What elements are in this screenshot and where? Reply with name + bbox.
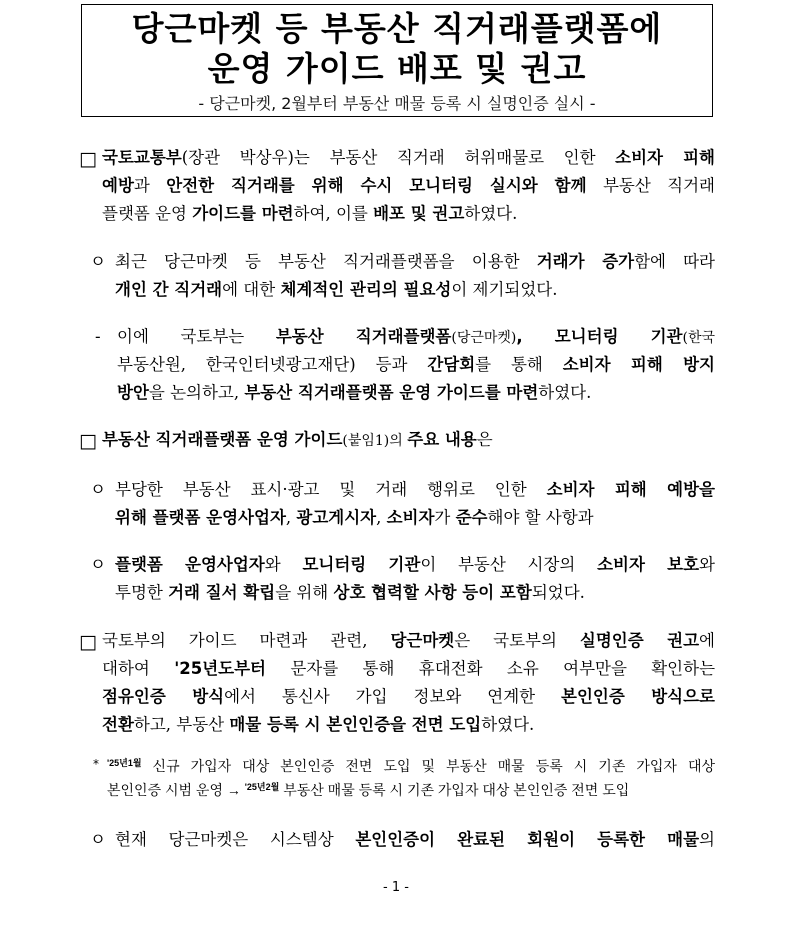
p3-line-2: 대하여 '25년도부터 문자를 통해 휴대전화 소유 여부만을 확인하는 — [102, 659, 716, 678]
p1-line-1: 국토교통부(장관 박상우)는 부동산 직거래 허위매물로 인한 소비자 피해 — [102, 148, 715, 167]
circle-bullet-icon: ㅇ — [90, 555, 106, 574]
p1b-line-1: 이에 국토부는 부동산 직거래플랫폼(당근마켓), 모니터링 기관(한국 — [117, 327, 715, 346]
note-line-1: $^{'25년1월}$ 신규 가입자 대상 본인인증 전면 도입 및 부동산 매물 등록 시 기존 가입자 대상 — [107, 758, 715, 774]
p3-line-1: 국토부의 가이드 마련과 관련, 당근마켓은 국토부의 실명인증 권고에 — [102, 631, 715, 650]
title-line-1: 당근마켓 등 부동산 직거래플랫폼에 — [131, 9, 663, 48]
page-number: - 1 - — [383, 880, 409, 895]
p3-line-3: 점유인증 방식에서 통신사 가입 정보와 연계한 본인인증 방식으로 — [102, 687, 715, 706]
p1b-line-3: 방안을 논의하고, 부동산 직거래플랫폼 운영 가이드를 마련하였다. — [117, 383, 592, 402]
title-box — [81, 4, 713, 117]
p2b-line-2: 투명한 거래 질서 확립을 위해 상호 협력할 사항 등이 포함되었다. — [115, 583, 585, 602]
title-line-2: 운영 가이드 배포 및 권고 — [207, 49, 587, 88]
subtitle: - 당근마켓, 2월부터 부동산 매물 등록 시 실명인증 실시 - — [198, 94, 596, 113]
box-bullet-icon: □ — [79, 631, 97, 653]
p2b-line-1: 플랫폼 운영사업자와 모니터링 기관이 부동산 시장의 소비자 보호와 — [115, 555, 715, 574]
p1-line-2: 예방과 안전한 직거래를 위해 수시 모니터링 실시와 함께 부동산 직거래 — [102, 176, 715, 195]
circle-bullet-icon: ㅇ — [90, 480, 106, 499]
box-bullet-icon: □ — [79, 148, 97, 170]
note-line-2: 본인인증 시범 운영 → $^{'25년2월}$ 부동산 매물 등록 시 기존 가입자 대상 본인인증 전면 도입 — [107, 782, 630, 798]
p1a-line-1: 최근 당근마켓 등 부동산 직거래플랫폼을 이용한 거래가 증가함에 따라 — [115, 252, 715, 271]
p2a-line-2: 위해 플랫폼 운영사업자, 광고게시자, 소비자가 준수해야 할 사항과 — [115, 508, 594, 527]
circle-bullet-icon: ㅇ — [90, 830, 106, 849]
circle-bullet-icon: ㅇ — [90, 252, 106, 271]
asterisk-icon: * — [93, 757, 99, 771]
p2-line-1: 부동산 직거래플랫폼 운영 가이드(붙임1)의 주요 내용은 — [102, 430, 493, 449]
box-bullet-icon: □ — [79, 430, 97, 452]
p2a-line-1: 부당한 부동산 표시·광고 및 거래 행위로 인한 소비자 피해 예방을 — [115, 480, 715, 499]
p1-line-3: 플랫폼 운영 가이드를 마련하여, 이를 배포 및 권고하였다. — [102, 204, 518, 223]
p3-line-4: 전환하고, 부동산 매물 등록 시 본인인증을 전면 도입하였다. — [102, 715, 535, 734]
p3a-line-1: 현재 당근마켓은 시스템상 본인인증이 완료된 회원이 등록한 매물의 — [115, 830, 715, 849]
dash-bullet-icon: - — [95, 327, 101, 346]
p1a-line-2: 개인 간 직거래에 대한 체계적인 관리의 필요성이 제기되었다. — [115, 280, 558, 299]
p1b-line-2: 부동산원, 한국인터넷광고재단) 등과 간담회를 통해 소비자 피해 방지 — [117, 355, 715, 374]
